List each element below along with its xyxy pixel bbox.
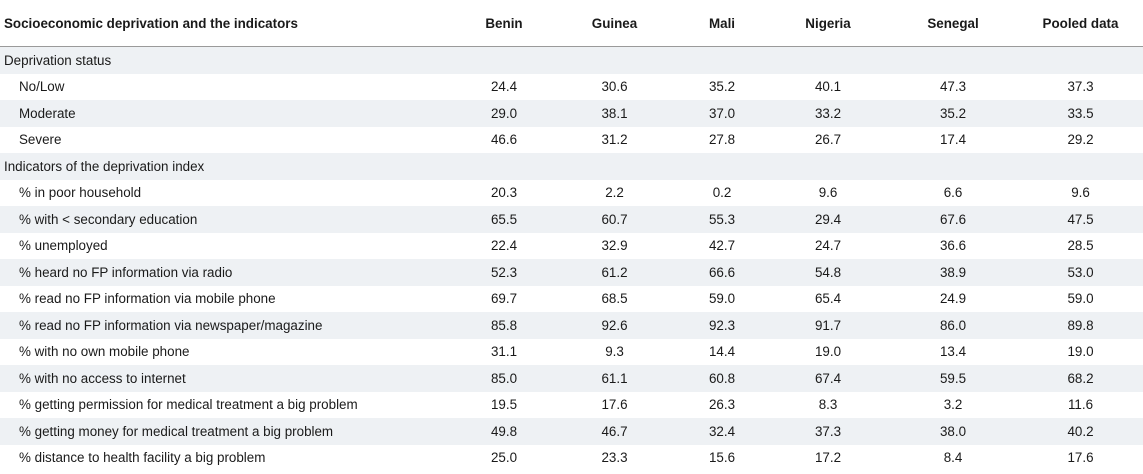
table-cell: 28.5 bbox=[1067, 238, 1094, 254]
table-cell bbox=[553, 47, 676, 74]
table-cell: 3.2 bbox=[943, 397, 963, 413]
table-cell: 8.3 bbox=[818, 397, 838, 413]
row-label: Moderate bbox=[0, 100, 455, 127]
table-cell: 25.0 bbox=[490, 450, 518, 466]
row-label: % unemployed bbox=[19, 238, 108, 254]
table-cell: 9.3 bbox=[605, 344, 624, 360]
table-row bbox=[0, 100, 1143, 127]
table-row bbox=[0, 392, 1143, 419]
table-row bbox=[0, 206, 1143, 233]
table-cell bbox=[676, 153, 768, 180]
table-row bbox=[0, 365, 1143, 392]
row-label: % read no FP information via mobile phone bbox=[19, 291, 276, 307]
table-cell: 30.6 bbox=[601, 79, 628, 95]
table-cell: 47.5 bbox=[1018, 206, 1143, 233]
table-cell: 68.2 bbox=[1018, 365, 1143, 392]
table-row bbox=[0, 180, 1143, 207]
table-cell: 59.0 bbox=[708, 291, 736, 307]
table-row bbox=[0, 286, 1143, 313]
table-cell: 24.4 bbox=[490, 79, 518, 95]
table-cell: 35.2 bbox=[708, 79, 736, 95]
column-header-benin: Benin bbox=[455, 0, 553, 47]
table-cell: 31.1 bbox=[490, 344, 518, 360]
table-cell: 67.4 bbox=[768, 365, 888, 392]
table-cell: 65.4 bbox=[814, 291, 842, 307]
table-cell: 17.2 bbox=[814, 450, 842, 466]
table-cell: 2.2 bbox=[605, 185, 624, 201]
table-cell: 85.0 bbox=[455, 365, 553, 392]
table-row bbox=[0, 127, 1143, 154]
row-label: % distance to health facility a big problem bbox=[19, 450, 266, 466]
table-cell: 47.3 bbox=[939, 79, 967, 95]
table-cell: 66.6 bbox=[676, 259, 768, 286]
table-cell bbox=[1018, 47, 1143, 74]
table-cell: 46.7 bbox=[553, 418, 676, 445]
table-cell: 24.9 bbox=[939, 291, 967, 307]
table-cell: 8.4 bbox=[943, 450, 963, 466]
table-cell: 32.9 bbox=[601, 238, 628, 254]
table-row bbox=[0, 312, 1143, 339]
table-cell: 69.7 bbox=[490, 291, 518, 307]
column-header-guinea: Guinea bbox=[553, 0, 676, 47]
row-label: % read no FP information via newspaper/magazine bbox=[0, 312, 455, 339]
table-cell: 61.1 bbox=[553, 365, 676, 392]
row-label: % getting money for medical treatment a big problem bbox=[0, 418, 455, 445]
table-cell: 19.5 bbox=[490, 397, 518, 413]
column-header-pooled: Pooled data bbox=[1018, 0, 1143, 47]
table-cell: 60.7 bbox=[553, 206, 676, 233]
table-cell: 31.2 bbox=[601, 132, 628, 148]
row-label: % getting permission for medical treatment a big problem bbox=[19, 397, 358, 413]
table-cell: 29.2 bbox=[1067, 132, 1094, 148]
column-header-senegal: Senegal bbox=[888, 0, 1018, 47]
table-cell: 27.8 bbox=[708, 132, 736, 148]
table-cell: 33.2 bbox=[768, 100, 888, 127]
table-cell: 11.6 bbox=[1067, 397, 1094, 413]
column-header-nigeria: Nigeria bbox=[768, 0, 888, 47]
table-cell: 38.9 bbox=[888, 259, 1018, 286]
table-cell: 49.8 bbox=[455, 418, 553, 445]
table-cell: 40.2 bbox=[1018, 418, 1143, 445]
table-row bbox=[0, 233, 1143, 260]
table-row bbox=[0, 445, 1143, 472]
table-cell: 54.8 bbox=[768, 259, 888, 286]
table-cell: 19.0 bbox=[1067, 344, 1094, 360]
row-label: % with < secondary education bbox=[0, 206, 455, 233]
table-cell: 14.4 bbox=[708, 344, 736, 360]
table-title-header: Socioeconomic deprivation and the indicators bbox=[0, 0, 455, 47]
table-cell: 40.1 bbox=[814, 79, 842, 95]
table-cell: 92.3 bbox=[676, 312, 768, 339]
table-cell: 67.6 bbox=[888, 206, 1018, 233]
table-cell bbox=[553, 153, 676, 180]
table-row bbox=[0, 259, 1143, 286]
row-label: No/Low bbox=[19, 79, 65, 95]
table-cell: 15.6 bbox=[708, 450, 736, 466]
table-cell: 24.7 bbox=[814, 238, 842, 254]
section-label: Deprivation status bbox=[0, 47, 455, 74]
table-cell bbox=[768, 153, 888, 180]
table-cell: 37.3 bbox=[768, 418, 888, 445]
table-cell: 23.3 bbox=[601, 450, 628, 466]
table-cell: 89.8 bbox=[1018, 312, 1143, 339]
table-cell: 59.0 bbox=[1067, 291, 1094, 307]
table-cell: 0.2 bbox=[712, 185, 732, 201]
table-cell: 35.2 bbox=[888, 100, 1018, 127]
table-cell: 29.4 bbox=[768, 206, 888, 233]
table-cell: 68.5 bbox=[601, 291, 628, 307]
table-cell: 42.7 bbox=[708, 238, 736, 254]
table-cell: 86.0 bbox=[888, 312, 1018, 339]
table-cell: 36.6 bbox=[939, 238, 967, 254]
table-cell: 19.0 bbox=[814, 344, 842, 360]
row-label: % heard no FP information via radio bbox=[0, 259, 455, 286]
table-cell: 13.4 bbox=[939, 344, 967, 360]
table-cell: 37.3 bbox=[1067, 79, 1094, 95]
table-cell: 22.4 bbox=[490, 238, 518, 254]
table-row bbox=[0, 418, 1143, 445]
table-cell: 20.3 bbox=[490, 185, 518, 201]
table-cell: 92.6 bbox=[553, 312, 676, 339]
row-label: % with no own mobile phone bbox=[19, 344, 190, 360]
table-cell: 17.6 bbox=[1067, 450, 1094, 466]
table-cell: 32.4 bbox=[676, 418, 768, 445]
table-cell: 9.6 bbox=[818, 185, 838, 201]
table-cell: 91.7 bbox=[768, 312, 888, 339]
table-cell: 53.0 bbox=[1018, 259, 1143, 286]
table-cell bbox=[455, 153, 553, 180]
table-cell: 65.5 bbox=[455, 206, 553, 233]
table-cell: 55.3 bbox=[676, 206, 768, 233]
table-cell bbox=[1018, 153, 1143, 180]
table-cell: 60.8 bbox=[676, 365, 768, 392]
table-cell: 59.5 bbox=[888, 365, 1018, 392]
table-cell: 52.3 bbox=[455, 259, 553, 286]
table-cell: 85.8 bbox=[455, 312, 553, 339]
section-row bbox=[0, 47, 1143, 74]
table-cell: 17.6 bbox=[601, 397, 628, 413]
section-row bbox=[0, 153, 1143, 180]
column-header-mali: Mali bbox=[676, 0, 768, 47]
table-cell: 26.3 bbox=[708, 397, 736, 413]
table-cell: 9.6 bbox=[1071, 185, 1090, 201]
table-cell: 33.5 bbox=[1018, 100, 1143, 127]
table-cell bbox=[676, 47, 768, 74]
table-cell bbox=[888, 153, 1018, 180]
table-header-row bbox=[0, 0, 1143, 47]
table-cell: 46.6 bbox=[490, 132, 518, 148]
table-cell bbox=[768, 47, 888, 74]
section-label: Indicators of the deprivation index bbox=[0, 153, 455, 180]
table-cell: 61.2 bbox=[553, 259, 676, 286]
table-cell: 38.1 bbox=[553, 100, 676, 127]
table-cell: 26.7 bbox=[814, 132, 842, 148]
table-row bbox=[0, 74, 1143, 101]
table-cell: 29.0 bbox=[455, 100, 553, 127]
table-cell bbox=[455, 47, 553, 74]
table-cell: 17.4 bbox=[939, 132, 967, 148]
table-row bbox=[0, 339, 1143, 366]
row-label: % in poor household bbox=[19, 185, 142, 201]
table-cell: 37.0 bbox=[676, 100, 768, 127]
table-cell bbox=[888, 47, 1018, 74]
table-cell: 6.6 bbox=[943, 185, 963, 201]
table-cell: 38.0 bbox=[888, 418, 1018, 445]
table-body bbox=[0, 47, 1143, 472]
row-label: % with no access to internet bbox=[0, 365, 455, 392]
row-label: Severe bbox=[19, 132, 62, 148]
